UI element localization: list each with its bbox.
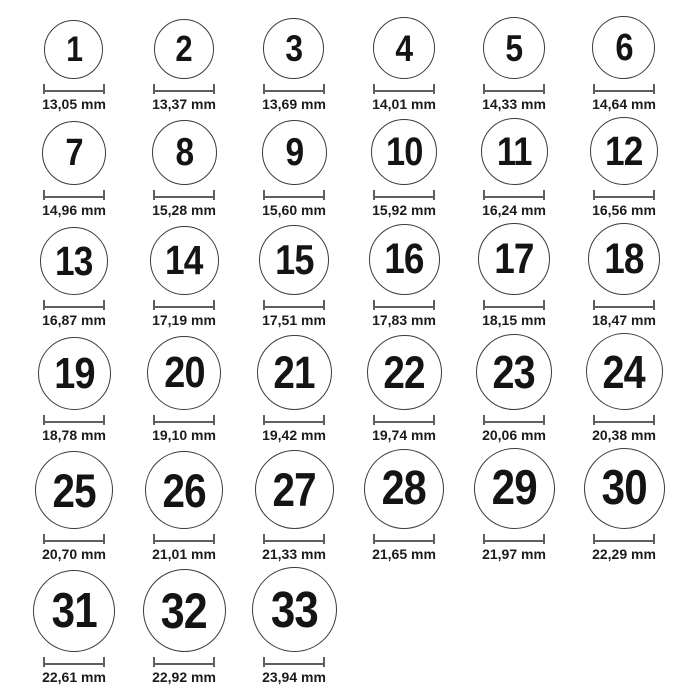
diameter-measure-icon [483, 190, 545, 200]
diameter-measure-icon [373, 190, 435, 200]
measure-line-icon [263, 421, 325, 423]
measure-line-icon [153, 306, 215, 308]
diameter-measure-icon [373, 534, 435, 544]
ring-size-number: 28 [381, 462, 427, 515]
measure-line-icon [153, 196, 215, 198]
measure-right-tick-icon [433, 300, 435, 310]
measure-left-tick-icon [43, 190, 45, 200]
measure-left-tick-icon [483, 190, 485, 200]
diameter-measure-icon [43, 190, 105, 200]
measure-right-tick-icon [433, 190, 435, 200]
ring-circle-icon [33, 570, 115, 652]
ring-size-number: 7 [65, 132, 83, 174]
ring-size-cell [482, 17, 546, 112]
measure-right-tick-icon [543, 84, 545, 94]
measure-left-tick-icon [153, 300, 155, 310]
diameter-label: 21,01 mm [152, 546, 216, 562]
ring-circle-icon [42, 121, 106, 185]
ring-circle-icon [145, 451, 223, 529]
measure-right-tick-icon [323, 657, 325, 667]
ring-size-number: 33 [270, 581, 318, 638]
ring-circle-icon [252, 567, 337, 652]
measure-line-icon [593, 306, 655, 308]
ring-circle-icon [474, 448, 555, 529]
ring-size-cell [586, 333, 663, 443]
measure-left-tick-icon [483, 415, 485, 425]
ring-size-number: 1 [66, 30, 82, 69]
ring-size-cell [35, 451, 113, 562]
ring-circle-icon [40, 227, 108, 295]
ring-size-number: 9 [285, 131, 303, 174]
measure-left-tick-icon [43, 84, 45, 94]
diameter-label: 16,87 mm [42, 312, 106, 328]
diameter-label: 19,74 mm [372, 427, 436, 443]
measure-right-tick-icon [213, 300, 215, 310]
diameter-label: 17,19 mm [152, 312, 216, 328]
measure-line-icon [43, 306, 105, 308]
ring-size-cell [147, 336, 221, 443]
diameter-measure-icon [373, 300, 435, 310]
ring-circle-icon [371, 119, 437, 185]
measure-line-icon [593, 421, 655, 423]
ring-size-cell [255, 450, 334, 562]
measure-line-icon [373, 196, 435, 198]
measure-line-icon [153, 90, 215, 92]
diameter-measure-icon [593, 534, 655, 544]
measure-line-icon [263, 306, 325, 308]
diameter-measure-icon [153, 300, 215, 310]
measure-line-icon [483, 540, 545, 542]
measure-right-tick-icon [103, 190, 105, 200]
ring-size-number: 14 [165, 237, 203, 283]
measure-right-tick-icon [323, 84, 325, 94]
measure-left-tick-icon [483, 84, 485, 94]
ring-size-cell [259, 225, 329, 328]
diameter-label: 18,78 mm [42, 427, 106, 443]
ring-size-cell [590, 117, 658, 218]
measure-line-icon [373, 421, 435, 423]
measure-right-tick-icon [653, 190, 655, 200]
diameter-label: 22,29 mm [592, 546, 656, 562]
diameter-label: 15,92 mm [372, 202, 436, 218]
ring-circle-icon [262, 120, 327, 185]
measure-left-tick-icon [593, 190, 595, 200]
ring-circle-icon [150, 226, 219, 295]
diameter-measure-icon [483, 415, 545, 425]
ring-size-cell [371, 119, 437, 218]
measure-left-tick-icon [593, 534, 595, 544]
measure-line-icon [263, 196, 325, 198]
measure-line-icon [263, 663, 325, 665]
ring-size-cell [38, 337, 111, 443]
diameter-measure-icon [483, 300, 545, 310]
diameter-measure-icon [263, 657, 325, 667]
diameter-label: 13,69 mm [262, 96, 326, 112]
diameter-measure-icon [43, 534, 105, 544]
measure-right-tick-icon [103, 415, 105, 425]
ring-circle-icon [257, 335, 332, 410]
diameter-measure-icon [593, 84, 655, 94]
ring-size-cell [262, 120, 327, 218]
measure-line-icon [483, 90, 545, 92]
ring-circle-icon [263, 18, 324, 79]
diameter-label: 20,38 mm [592, 427, 656, 443]
diameter-measure-icon [153, 534, 215, 544]
ring-size-number: 22 [383, 347, 425, 398]
ring-size-number: 25 [52, 463, 96, 517]
measure-line-icon [483, 421, 545, 423]
diameter-label: 20,06 mm [482, 427, 546, 443]
ring-circle-icon [586, 333, 663, 410]
ring-size-number: 27 [272, 463, 316, 516]
ring-size-number: 29 [491, 461, 537, 515]
measure-line-icon [43, 90, 105, 92]
ring-circle-icon [483, 17, 545, 79]
ring-circle-icon [481, 118, 548, 185]
ring-circle-icon [364, 449, 444, 529]
ring-size-cell [584, 448, 665, 562]
diameter-measure-icon [593, 300, 655, 310]
diameter-measure-icon [263, 415, 325, 425]
diameter-measure-icon [373, 84, 435, 94]
measure-left-tick-icon [483, 534, 485, 544]
measure-left-tick-icon [593, 300, 595, 310]
ring-size-number: 31 [51, 583, 97, 638]
measure-right-tick-icon [103, 300, 105, 310]
measure-right-tick-icon [213, 657, 215, 667]
ring-circle-icon [476, 334, 552, 410]
diameter-label: 16,56 mm [592, 202, 656, 218]
ring-circle-icon [255, 450, 334, 529]
diameter-label: 17,51 mm [262, 312, 326, 328]
diameter-label: 14,01 mm [372, 96, 436, 112]
measure-left-tick-icon [263, 190, 265, 200]
diameter-label: 18,47 mm [592, 312, 656, 328]
ring-circle-icon [38, 337, 111, 410]
measure-right-tick-icon [213, 84, 215, 94]
diameter-measure-icon [263, 190, 325, 200]
ring-size-number: 18 [604, 234, 644, 283]
ring-circle-icon [592, 16, 655, 79]
diameter-label: 19,10 mm [152, 427, 216, 443]
measure-right-tick-icon [543, 415, 545, 425]
diameter-label: 15,60 mm [262, 202, 326, 218]
measure-right-tick-icon [653, 415, 655, 425]
ring-circle-icon [588, 223, 660, 295]
ring-size-number: 11 [496, 129, 532, 174]
ring-size-cell [367, 335, 442, 443]
measure-line-icon [373, 540, 435, 542]
diameter-measure-icon [263, 534, 325, 544]
ring-circle-icon [584, 448, 665, 529]
measure-left-tick-icon [43, 415, 45, 425]
diameter-label: 14,33 mm [482, 96, 546, 112]
measure-right-tick-icon [213, 190, 215, 200]
measure-left-tick-icon [263, 84, 265, 94]
measure-line-icon [43, 196, 105, 198]
measure-left-tick-icon [43, 657, 45, 667]
measure-right-tick-icon [653, 84, 655, 94]
measure-left-tick-icon [483, 300, 485, 310]
ring-size-cell [588, 223, 660, 328]
ring-circle-icon [373, 17, 435, 79]
ring-size-number: 10 [385, 130, 423, 174]
measure-line-icon [483, 196, 545, 198]
ring-size-number: 20 [163, 348, 205, 397]
ring-size-number: 21 [273, 347, 315, 398]
ring-size-number: 32 [160, 582, 208, 639]
ring-size-cell [42, 20, 106, 112]
ring-size-number: 24 [602, 345, 646, 398]
measure-left-tick-icon [43, 534, 45, 544]
ring-size-cell [257, 335, 332, 443]
diameter-measure-icon [43, 657, 105, 667]
measure-right-tick-icon [543, 534, 545, 544]
measure-left-tick-icon [593, 84, 595, 94]
measure-line-icon [483, 306, 545, 308]
measure-right-tick-icon [543, 300, 545, 310]
ring-size-cell [592, 16, 656, 112]
measure-line-icon [43, 421, 105, 423]
diameter-label: 20,70 mm [42, 546, 106, 562]
measure-left-tick-icon [263, 415, 265, 425]
measure-right-tick-icon [213, 415, 215, 425]
ring-circle-icon [35, 451, 113, 529]
diameter-label: 16,24 mm [482, 202, 546, 218]
ring-circle-icon [44, 20, 103, 79]
ring-circle-icon [143, 569, 226, 652]
measure-left-tick-icon [263, 300, 265, 310]
diameter-measure-icon [263, 300, 325, 310]
ring-size-cell [150, 226, 219, 328]
ring-circle-icon [590, 117, 658, 185]
diameter-label: 19,42 mm [262, 427, 326, 443]
diameter-measure-icon [43, 84, 105, 94]
diameter-label: 15,28 mm [152, 202, 216, 218]
measure-right-tick-icon [433, 84, 435, 94]
ring-size-number: 2 [175, 28, 193, 69]
ring-size-number: 5 [505, 27, 523, 69]
diameter-measure-icon [483, 84, 545, 94]
ring-size-cell [364, 449, 444, 562]
diameter-measure-icon [153, 657, 215, 667]
diameter-measure-icon [373, 415, 435, 425]
measure-line-icon [153, 421, 215, 423]
measure-left-tick-icon [43, 300, 45, 310]
measure-left-tick-icon [263, 657, 265, 667]
ring-size-cell [252, 567, 337, 685]
measure-line-icon [593, 540, 655, 542]
measure-line-icon [263, 90, 325, 92]
measure-right-tick-icon [653, 300, 655, 310]
diameter-measure-icon [593, 190, 655, 200]
diameter-label: 17,83 mm [372, 312, 436, 328]
ring-size-number: 23 [492, 346, 536, 398]
ring-size-cell [476, 334, 552, 443]
ring-size-number: 3 [285, 28, 303, 69]
measure-left-tick-icon [373, 415, 375, 425]
ring-size-cell [478, 223, 550, 328]
measure-line-icon [43, 540, 105, 542]
ring-size-number: 13 [55, 237, 93, 284]
measure-line-icon [593, 196, 655, 198]
measure-right-tick-icon [323, 300, 325, 310]
ring-size-cell [42, 121, 106, 218]
measure-left-tick-icon [373, 300, 375, 310]
ring-circle-icon [147, 336, 221, 410]
diameter-measure-icon [153, 415, 215, 425]
ring-size-number: 19 [53, 348, 95, 398]
measure-line-icon [593, 90, 655, 92]
diameter-measure-icon [483, 534, 545, 544]
ring-circle-icon [152, 120, 217, 185]
ring-size-number: 8 [175, 131, 193, 174]
ring-size-cell [481, 118, 548, 218]
ring-size-cell [152, 120, 217, 218]
diameter-label: 22,92 mm [152, 669, 216, 685]
measure-right-tick-icon [653, 534, 655, 544]
ring-size-cell [33, 570, 115, 685]
ring-size-number: 12 [605, 127, 643, 174]
diameter-measure-icon [43, 415, 105, 425]
measure-left-tick-icon [153, 190, 155, 200]
measure-left-tick-icon [373, 190, 375, 200]
ring-size-cell [262, 18, 326, 112]
measure-left-tick-icon [153, 84, 155, 94]
ring-size-cell [369, 224, 440, 328]
measure-line-icon [153, 663, 215, 665]
ring-circle-icon [154, 19, 214, 79]
ring-circle-icon [478, 223, 550, 295]
diameter-measure-icon [153, 190, 215, 200]
measure-right-tick-icon [213, 534, 215, 544]
diameter-label: 18,15 mm [482, 312, 546, 328]
diameter-label: 21,65 mm [372, 546, 436, 562]
measure-left-tick-icon [593, 415, 595, 425]
measure-line-icon [43, 663, 105, 665]
ring-size-cell [152, 19, 216, 112]
measure-right-tick-icon [433, 534, 435, 544]
measure-left-tick-icon [373, 534, 375, 544]
measure-left-tick-icon [373, 84, 375, 94]
measure-left-tick-icon [263, 534, 265, 544]
measure-left-tick-icon [153, 415, 155, 425]
diameter-label: 14,64 mm [592, 96, 656, 112]
diameter-measure-icon [43, 300, 105, 310]
measure-line-icon [263, 540, 325, 542]
ring-circle-icon [367, 335, 442, 410]
ring-size-number: 6 [615, 26, 633, 69]
ring-size-cell [145, 451, 223, 562]
diameter-label: 13,05 mm [42, 96, 106, 112]
diameter-label: 21,33 mm [262, 546, 326, 562]
ring-size-number: 17 [494, 234, 534, 283]
diameter-label: 21,97 mm [482, 546, 546, 562]
measure-line-icon [373, 306, 435, 308]
diameter-measure-icon [593, 415, 655, 425]
diameter-measure-icon [153, 84, 215, 94]
ring-size-number: 15 [274, 236, 314, 283]
ring-size-cell [143, 569, 226, 685]
ring-size-number: 16 [384, 235, 424, 283]
measure-right-tick-icon [103, 84, 105, 94]
measure-right-tick-icon [543, 190, 545, 200]
ring-circle-icon [369, 224, 440, 295]
ring-circle-icon [259, 225, 329, 295]
ring-size-cell [372, 17, 436, 112]
measure-left-tick-icon [153, 534, 155, 544]
measure-right-tick-icon [433, 415, 435, 425]
ring-size-number: 4 [395, 27, 413, 69]
ring-size-number: 26 [162, 463, 206, 517]
measure-right-tick-icon [103, 534, 105, 544]
diameter-label: 14,96 mm [42, 202, 106, 218]
ring-size-cell [474, 448, 555, 562]
measure-line-icon [153, 540, 215, 542]
measure-right-tick-icon [323, 190, 325, 200]
diameter-label: 22,61 mm [42, 669, 106, 685]
ring-size-number: 30 [601, 461, 647, 515]
ring-size-cell [40, 227, 108, 328]
measure-right-tick-icon [103, 657, 105, 667]
measure-left-tick-icon [153, 657, 155, 667]
diameter-label: 13,37 mm [152, 96, 216, 112]
diameter-measure-icon [263, 84, 325, 94]
measure-right-tick-icon [323, 415, 325, 425]
measure-right-tick-icon [323, 534, 325, 544]
diameter-label: 23,94 mm [262, 669, 326, 685]
measure-line-icon [373, 90, 435, 92]
